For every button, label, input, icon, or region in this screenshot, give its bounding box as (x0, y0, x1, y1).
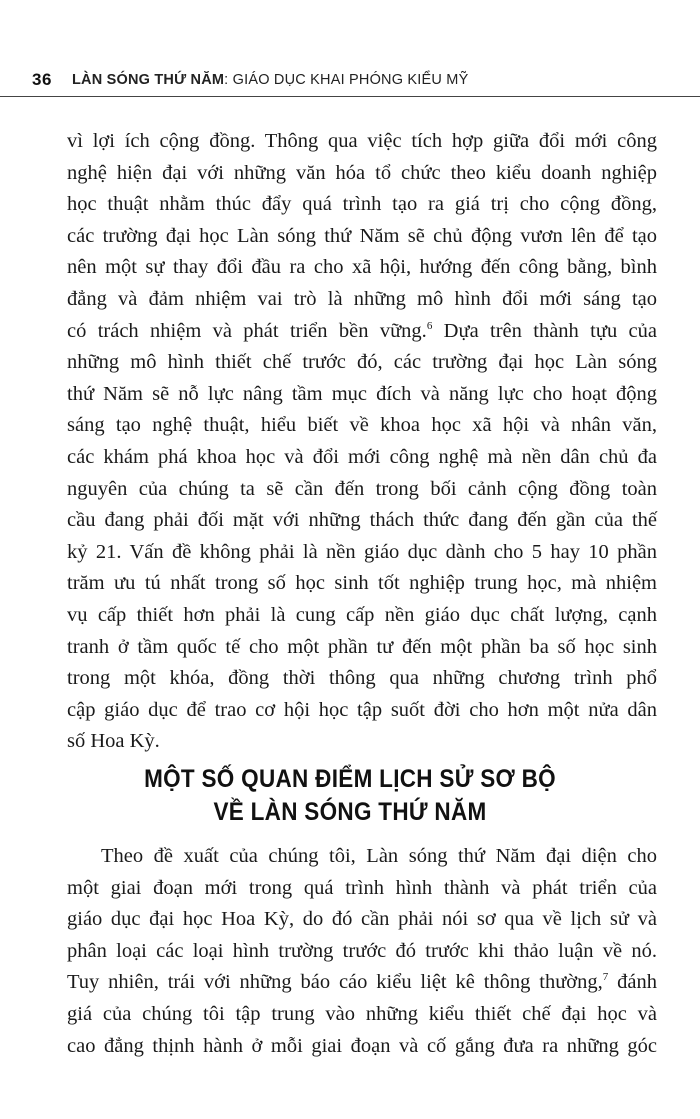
text-line: các trường đại học Làn sóng thứ Năm sẽ chủ động vươn lên để tạo (67, 224, 657, 247)
text-line: thứ Năm sẽ nỗ lực nâng tầm mục đích và năng lực cho hoạt động (67, 382, 657, 405)
text-line: cầu đang phải đối mặt với những thách thức đang đến gần của thế (67, 509, 657, 532)
page-number: 36 (32, 70, 52, 89)
text-line: các khám phá khoa học và đổi mới công nghệ mà nền dân chủ đa (67, 445, 657, 468)
text-line: vụ cấp thiết hơn phải là cung cấp nền giáo dục chất lượng, cạnh (67, 603, 657, 626)
text-line: cập giáo dục để trao cơ hội học tập suốt đời cho hơn một nửa dân (67, 698, 657, 721)
footnote-ref-6[interactable]: 6 (426, 319, 433, 332)
paragraph-2 (67, 841, 657, 1062)
running-title-bold: LÀN SÓNG THỨ NĂM (72, 72, 225, 88)
text-line: nghệ hiện đại với những văn hóa tổ chức theo kiểu doanh nghiệp (67, 161, 657, 184)
text-line: giáo dục đại học Hoa Kỳ, do đó cần phải nói sơ qua về lịch sử và (67, 908, 657, 931)
text-line: vì lợi ích cộng đồng. Thông qua việc tích hợp giữa đổi mới công (67, 130, 657, 152)
text-line: kỷ 21. Vấn đề không phải là nền giáo dục dành cho 5 hay 10 phần (67, 540, 657, 563)
text-line: giá của chúng tôi tập trung vào những kiểu thiết chế đại học và (67, 1002, 657, 1025)
running-header (0, 70, 700, 98)
text-line: sáng tạo nghệ thuật, hiểu biết về khoa học xã hội và nhân văn, (67, 414, 657, 437)
text-line: đẳng và đảm nhiệm vai trò là những mô hình đổi mới sáng tạo (67, 287, 657, 310)
text-line-with-footnote (67, 316, 657, 348)
text-line: Theo đề xuất của chúng tôi, Làn sóng thứ Năm đại diện cho (101, 845, 657, 867)
section-heading-line-2: VỀ LÀN SÓNG THỨ NĂM (213, 797, 487, 826)
running-title (72, 72, 468, 88)
footnote-ref-7[interactable]: 7 (602, 971, 609, 984)
section-heading-line-1: MỘT SỐ QUAN ĐIỂM LỊCH SỬ SƠ BỘ (144, 764, 556, 793)
text-line: một giai đoạn mới trong quá trình hình thành và phát triển của (67, 876, 657, 899)
text-segment: Tuy nhiên, trái với những báo cáo kiểu liệt kê thông thường, (67, 971, 603, 994)
text-line: những mô hình thiết chế trước đó, các trường đại học Làn sóng (67, 351, 657, 374)
text-line: nên một sự thay đổi đầu ra cho xã hội, hướng đến công bằng, bình (67, 256, 657, 279)
text-line: nguyên của chúng ta sẽ cần đến trong bối cảnh cộng đồng toàn (67, 477, 657, 500)
text-line-with-footnote (67, 967, 657, 999)
running-title-rest: : GIÁO DỤC KHAI PHÓNG KIỂU MỸ (224, 72, 469, 88)
paragraph-1 (67, 126, 657, 758)
header-rule (0, 96, 700, 97)
text-line: phân loại các loại hình trường trước đó trước khi thảo luận về nó. (67, 939, 657, 962)
text-line: cao đẳng thịnh hành ở mỗi giai đoạn và cố gắng đưa ra những góc (67, 1034, 657, 1057)
text-line: tranh ở tầm quốc tế cho một phần tư đến một phần ba số học sinh (67, 635, 657, 658)
text-line: số Hoa Kỳ. (67, 730, 160, 753)
text-line: học thuật nhằm thúc đẩy quá trình tạo ra giá trị cho cộng đồng, (67, 193, 657, 216)
text-line: trong một khóa, đồng thời thông qua những chương trình phổ (67, 667, 657, 690)
text-segment: có trách nhiệm và phát triển bền vững. (67, 319, 427, 342)
text-segment: Dựa trên thành tựu của (432, 319, 657, 342)
text-line: trăm ưu tú nhất trong số học sinh tốt nghiệp trung học, mà nhiệm (67, 572, 657, 595)
text-segment: đánh (608, 971, 657, 994)
